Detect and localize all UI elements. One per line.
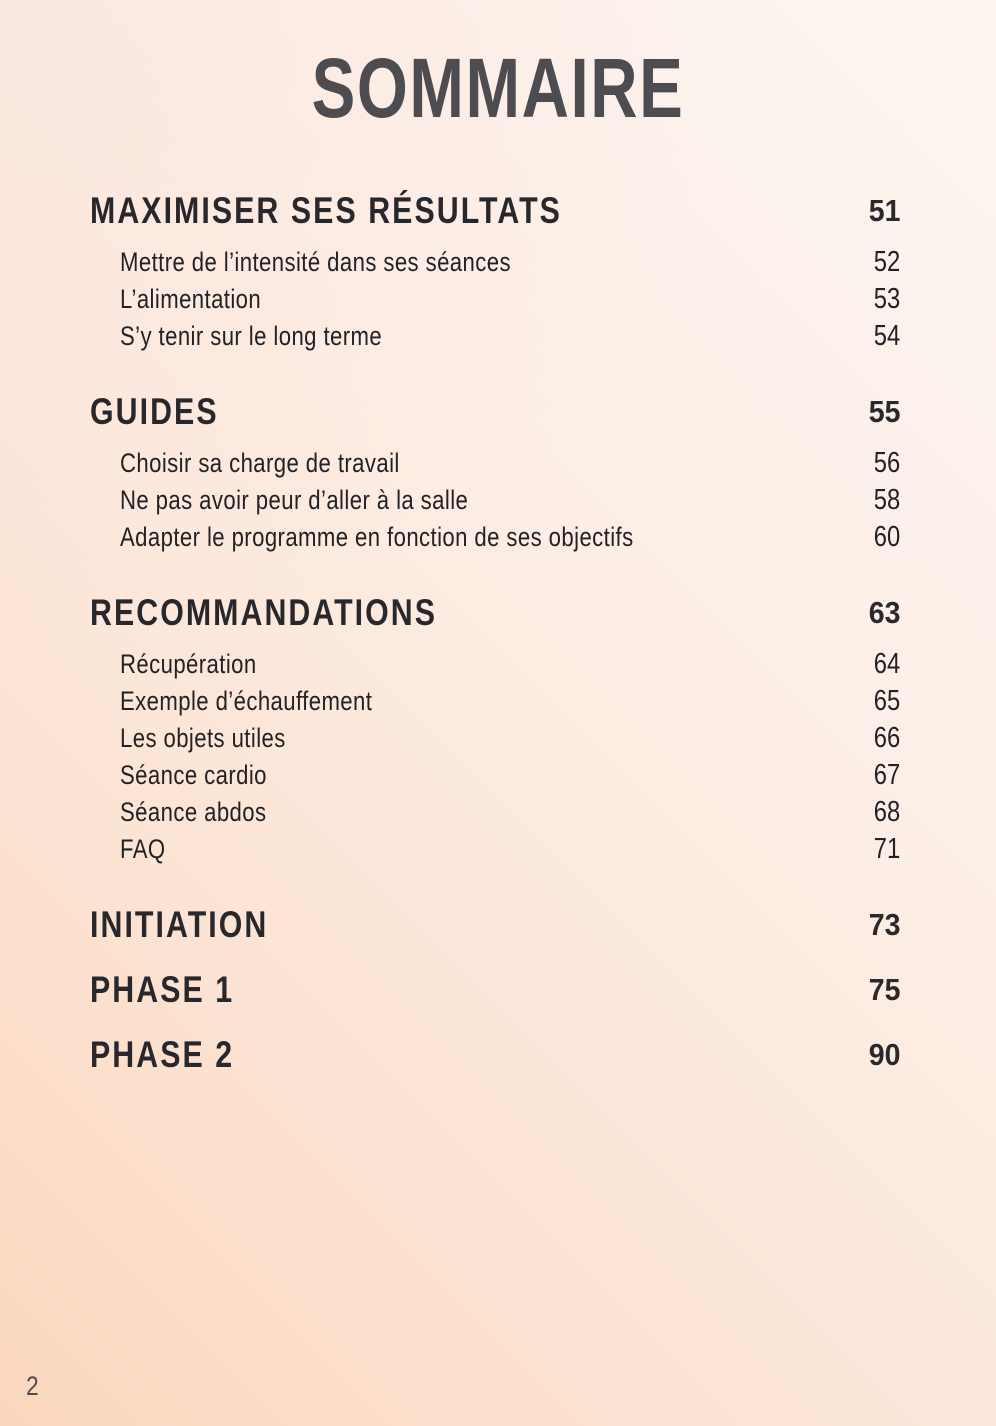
- item-label: L’alimentation: [120, 284, 262, 314]
- toc-section-maximiser: [90, 190, 900, 355]
- section-heading-row: [90, 592, 900, 634]
- item-page-number: 64: [873, 648, 900, 680]
- item-page-number: 58: [873, 484, 900, 516]
- toc-item: [90, 519, 900, 556]
- item-page-number: 66: [873, 722, 900, 754]
- item-label: Adapter le programme en fonction de ses objectifs: [120, 522, 634, 552]
- section-page-number: 55: [868, 394, 900, 429]
- section-page-number: 63: [868, 595, 900, 630]
- item-label: Récupération: [120, 649, 257, 679]
- table-of-contents: [90, 190, 900, 1099]
- item-page-number: 71: [873, 833, 900, 865]
- section-heading-row: [90, 969, 900, 1011]
- section-page-number: 90: [868, 1037, 900, 1072]
- item-label: Choisir sa charge de travail: [120, 448, 400, 478]
- section-items: [90, 244, 900, 355]
- item-label: Séance abdos: [120, 797, 267, 827]
- item-page-number: 68: [873, 796, 900, 828]
- footer-page-number: 2: [26, 1371, 39, 1401]
- section-title: MAXIMISER SES RÉSULTATS: [90, 190, 562, 231]
- item-page-number: 52: [873, 246, 900, 278]
- section-page-number: 75: [868, 972, 900, 1007]
- toc-item: [90, 757, 900, 794]
- toc-item: [90, 281, 900, 318]
- section-title: PHASE 2: [90, 1034, 235, 1075]
- section-heading-row: [90, 1034, 900, 1076]
- toc-item: [90, 831, 900, 868]
- section-items: [90, 445, 900, 556]
- item-label: Exemple d’échauffement: [120, 686, 373, 716]
- item-page-number: 65: [873, 685, 900, 717]
- toc-item: [90, 646, 900, 683]
- toc-section-initiation: [90, 904, 900, 946]
- toc-section-phase-1: [90, 969, 900, 1011]
- toc-section-phase-2: [90, 1034, 900, 1076]
- section-items: [90, 646, 900, 868]
- section-title: RECOMMANDATIONS: [90, 592, 438, 633]
- section-page-number: 73: [868, 907, 900, 942]
- toc-item: [90, 244, 900, 281]
- toc-section-recommandations: [90, 592, 900, 868]
- item-page-number: 60: [873, 521, 900, 553]
- toc-item: [90, 445, 900, 482]
- item-page-number: 56: [873, 447, 900, 479]
- section-heading-row: [90, 391, 900, 433]
- toc-section-guides: [90, 391, 900, 556]
- section-page-number: 51: [868, 193, 900, 228]
- section-heading-row: [90, 904, 900, 946]
- toc-item: [90, 683, 900, 720]
- item-label: FAQ: [120, 834, 166, 864]
- page-title: SOMMAIRE: [311, 41, 685, 135]
- item-label: Ne pas avoir peur d’aller à la salle: [120, 485, 469, 515]
- item-label: S’y tenir sur le long terme: [120, 321, 383, 351]
- item-label: Les objets utiles: [120, 723, 286, 753]
- toc-item: [90, 318, 900, 355]
- section-heading-row: [90, 190, 900, 232]
- item-label: Séance cardio: [120, 760, 267, 790]
- page-title-wrap: [0, 0, 996, 135]
- item-label: Mettre de l’intensité dans ses séances: [120, 247, 511, 277]
- section-title: PHASE 1: [90, 969, 235, 1010]
- item-page-number: 67: [873, 759, 900, 791]
- item-page-number: 54: [873, 320, 900, 352]
- section-title: INITIATION: [90, 904, 269, 945]
- toc-item: [90, 794, 900, 831]
- toc-item: [90, 720, 900, 757]
- toc-item: [90, 482, 900, 519]
- section-title: GUIDES: [90, 391, 219, 432]
- item-page-number: 53: [873, 283, 900, 315]
